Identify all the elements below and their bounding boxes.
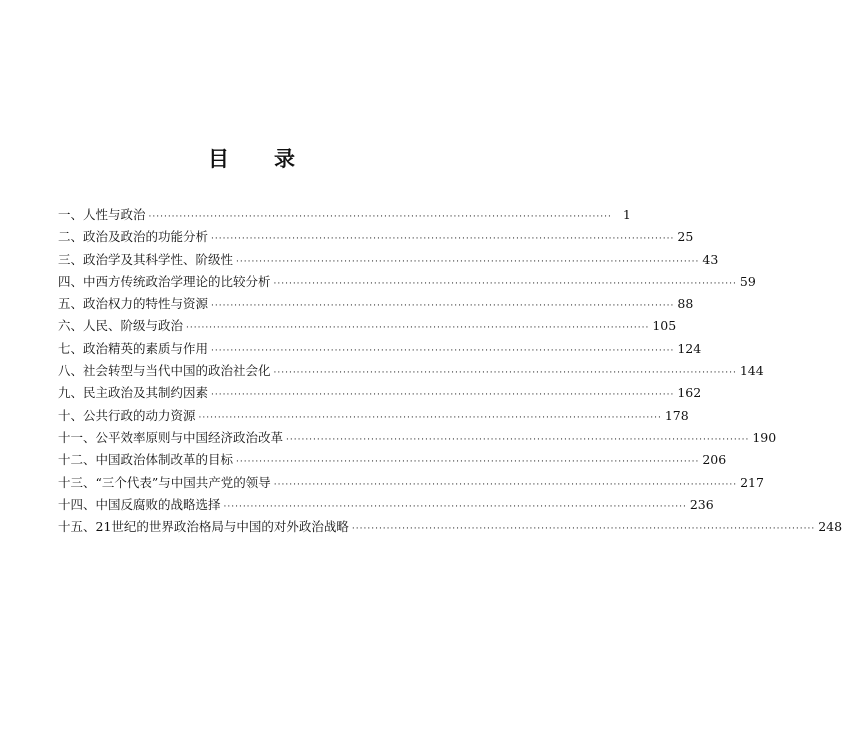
toc-entry-title: 十二、中国政治体制改革的目标: [58, 452, 234, 468]
toc-entry-page: 1: [622, 207, 631, 222]
toc-entry-title: 十四、中国反腐败的战略选择: [58, 496, 221, 512]
toc-entry: [58, 428, 777, 450]
toc-entry-title: 十、公共行政的动力资源: [58, 407, 196, 423]
toc-entry: [58, 473, 764, 495]
toc-entry-page: 124: [677, 340, 702, 356]
toc-entry: [58, 361, 764, 383]
toc-entry: [58, 294, 694, 316]
toc-entry: [58, 250, 719, 272]
toc-leader-dots: ························································································································: [236, 457, 700, 468]
toc-entry-page: 206: [702, 452, 727, 468]
table-of-contents: [58, 205, 842, 539]
toc-entry: [58, 272, 756, 294]
toc-leader-dots: ························································································································: [148, 212, 612, 222]
toc-entry-page: 105: [652, 318, 677, 334]
toc-leader-dots: ························································································································: [198, 412, 662, 423]
title-char-1: 目: [208, 146, 230, 171]
toc-leader-dots: ························································································································: [211, 390, 675, 401]
toc-entry-page: 178: [664, 407, 689, 423]
toc-entry-page: 25: [677, 229, 694, 245]
toc-leader-dots: ························································································································: [273, 479, 738, 490]
toc-entry-page: 248: [818, 519, 842, 535]
toc-entry: [58, 339, 702, 361]
toc-entry-title: 七、政治精英的素质与作用: [58, 340, 209, 356]
toc-entry: [58, 495, 714, 517]
toc-entry-title: 八、社会转型与当代中国的政治社会化: [58, 363, 271, 379]
toc-entry-page: 162: [677, 385, 702, 401]
toc-entry-title: 十三、“三个代表”与中国共产党的领导: [58, 474, 271, 490]
toc-entry-page: 217: [740, 474, 764, 490]
toc-entry-title: 十一、公平效率原则与中国经济政治改革: [58, 429, 284, 445]
toc-entry: [58, 517, 842, 539]
toc-entry-page: 59: [739, 273, 756, 289]
toc-entry-page: 190: [752, 429, 777, 445]
toc-entry-title: 二、政治及政治的功能分析: [58, 229, 209, 245]
toc-entry-page: 43: [702, 251, 719, 267]
toc-leader-dots: ························································································································: [211, 234, 675, 245]
toc-leader-dots: ························································································································: [223, 501, 687, 512]
toc-entry: [58, 406, 689, 428]
toc-leader-dots: ························································································································: [211, 345, 675, 356]
title-char-2: 录: [274, 146, 296, 171]
toc-leader-dots: ························································································································: [236, 256, 700, 267]
toc-leader-dots: ························································································································: [273, 368, 737, 379]
toc-entry-title: 三、政治学及其科学性、阶级性: [58, 251, 234, 267]
toc-entry-title: 六、人民、阶级与政治: [58, 318, 184, 334]
toc-entry-title: 一、人性与政治: [58, 207, 146, 222]
toc-entry-page: 236: [689, 496, 714, 512]
toc-entry-page: 88: [677, 296, 694, 312]
toc-entry-page: 144: [739, 363, 764, 379]
toc-entry-title: 十五、21世纪的世界政治格局与中国的对外政治战略: [58, 519, 349, 535]
toc-leader-dots: ························································································································: [186, 323, 650, 334]
toc-entry-title: 四、中西方传统政治学理论的比较分析: [58, 273, 271, 289]
toc-entry: [58, 383, 702, 405]
toc-leader-dots: ························································································································: [286, 434, 750, 445]
toc-leader-dots: ························································································································: [351, 524, 816, 535]
toc-leader-dots: ························································································································: [211, 301, 675, 312]
toc-entry: [58, 227, 694, 249]
page-title: [0, 143, 504, 173]
toc-entry-title: 九、民主政治及其制约因素: [58, 385, 209, 401]
toc-entry: [58, 205, 631, 227]
toc-entry: [58, 450, 727, 472]
toc-leader-dots: ························································································································: [273, 278, 737, 289]
toc-entry-title: 五、政治权力的特性与资源: [58, 296, 209, 312]
toc-entry: [58, 316, 677, 338]
